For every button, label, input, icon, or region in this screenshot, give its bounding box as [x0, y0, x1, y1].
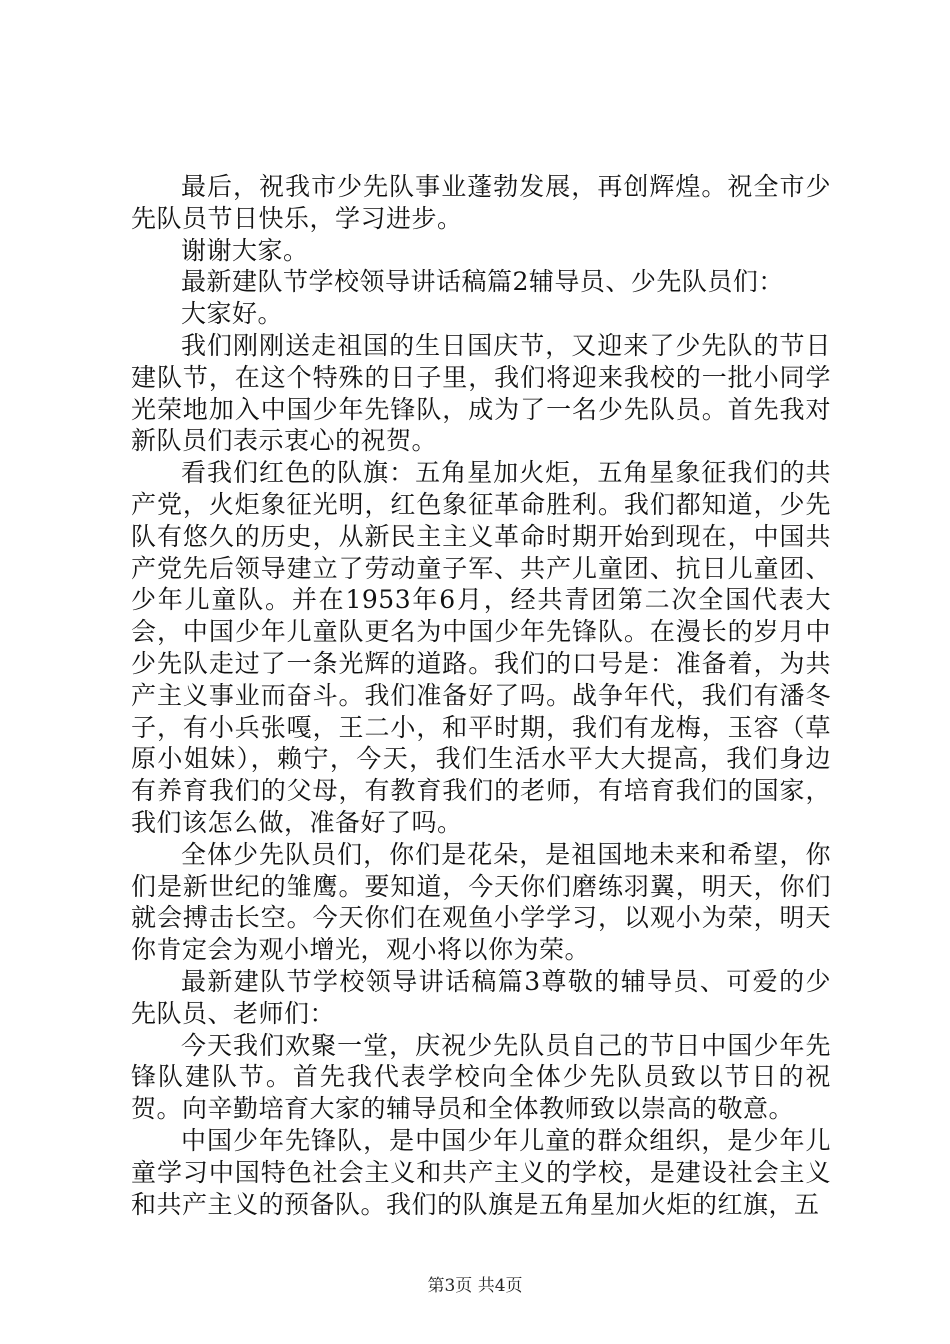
- paragraph: 看我们红色的队旗：五角星加火炬，五角星象征我们的共产党，火炬象征光明，红色象征革命胜利。我们都知道，少先队有悠久的历史，从新民主主义革命时期开始到现在，中国共产党先后领导建立了劳动童子军、共产儿童团、抗日儿童团、少年儿童队。并在1953年6月，经共青团第二次全国代表大会，中国少年儿童队更名为中国少年先锋队。在漫长的岁月中少先队走过了一条光辉的道路。我们的口号是：准备着，为共产主义事业而奋斗。我们准备好了吗。战争年代，我们有潘冬子，有小兵张嘎，王二小，和平时期，我们有龙梅，玉容（草原小姐妹），赖宁，今天，我们生活水平大大提高，我们身边有养育我们的父母，有教育我们的老师，有培育我们的国家，我们该怎么做，准备好了吗。: [131, 458, 831, 837]
- paragraph: 最后，祝我市少先队事业蓬勃发展，再创辉煌。祝全市少先队员节日快乐，学习进步。: [131, 172, 831, 233]
- paragraph: 我们刚刚送走祖国的生日国庆节，又迎来了少先队的节日建队节，在这个特殊的日子里，我们将迎来我校的一批小同学光荣地加入中国少年先锋队，成为了一名少先队员。首先我对新队员们表示衷心的祝贺。: [131, 330, 831, 456]
- document-body: [131, 171, 831, 1220]
- paragraph: 今天我们欢聚一堂，庆祝少先队员自己的节日中国少年先锋队建队节。首先我代表学校向全体少先队员致以节日的祝贺。向辛勤培育大家的辅导员和全体教师致以崇高的敬意。: [131, 1030, 831, 1124]
- paragraph: 谢谢大家。: [181, 235, 309, 265]
- paragraph: 全体少先队员们，你们是花朵，是祖国地未来和希望，你们是新世纪的雏鹰。要知道，今天你们磨练羽翼，明天，你们就会搏击长空。今天你们在观鱼小学学习，以观小为荣，明天你肯定会为观小增光，观小将以你为荣。: [131, 839, 831, 965]
- paragraph: 中国少年先锋队，是中国少年儿童的群众组织，是少年儿童学习中国特色社会主义和共产主义的学校，是建设社会主义和共产主义的预备队。我们的队旗是五角星加火炬的红旗，五: [131, 1125, 831, 1219]
- paragraph: 最新建队节学校领导讲话稿篇3尊敬的辅导员、可爱的少先队员、老师们：: [131, 966, 831, 1028]
- page-footer: 第3页 共4页: [427, 1276, 523, 1296]
- paragraph: 最新建队节学校领导讲话稿篇2辅导员、少先队员们：: [181, 267, 784, 297]
- paragraph: 大家好。: [181, 299, 284, 329]
